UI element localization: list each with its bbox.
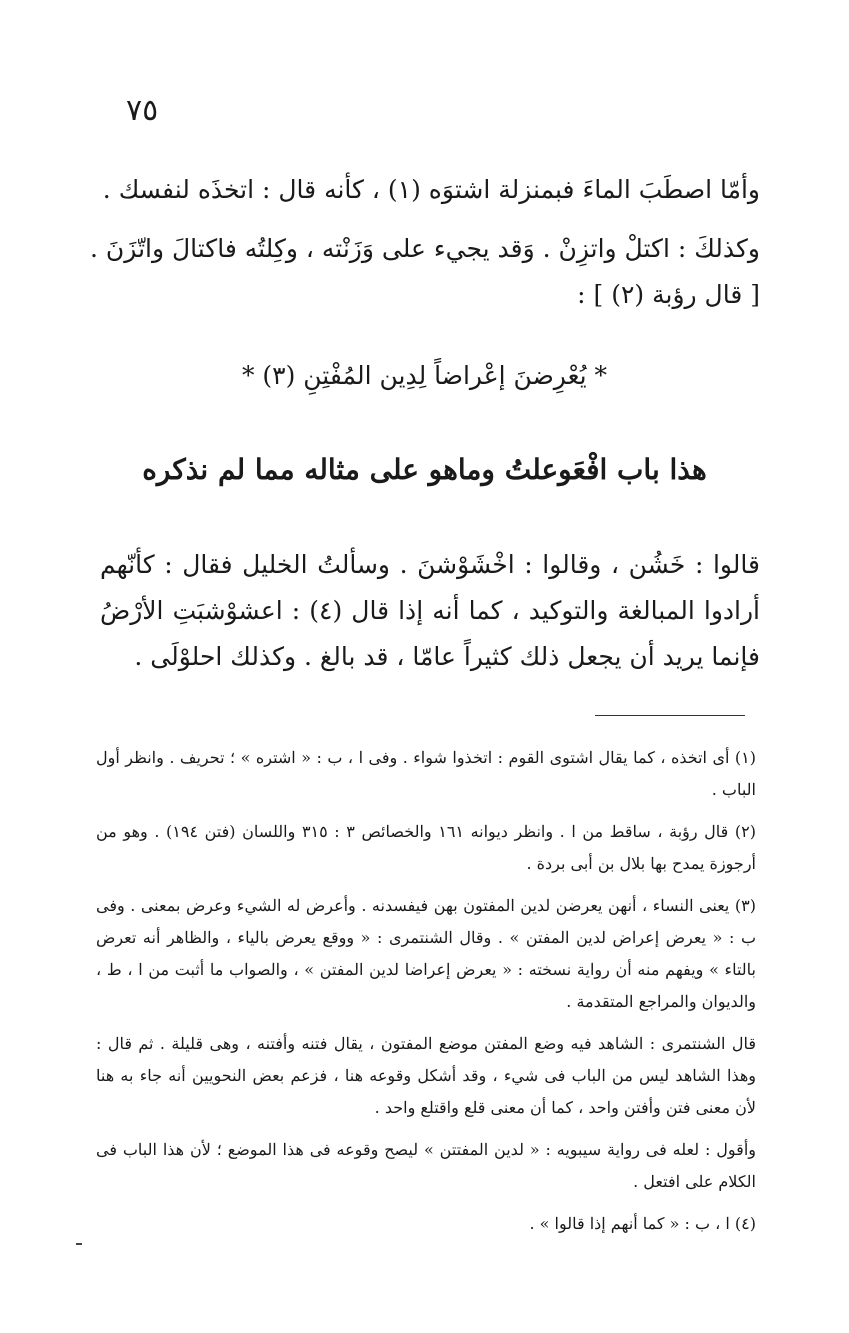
margin-mark: [76, 1243, 82, 1245]
footnote-3: (٣) يعنى النساء ، أنهن يعرضن لدين المفتون بهن فيفسدنه . وأعرض له الشيء وعرض بمعنى . وفى ب : « يعرض إعراض لدين المفتن » . وقال الشنتمرى : « ووقع يعرض بالياء ، والظاهر أنه تعرض بالتاء » ويفهم منه أن رواية نسخته : « يعرض إعراضا لدين المفتن » ، والصواب ما أثبت من ا ، ط ، والديوان والمراجع المتقدمة .: [96, 896, 756, 1011]
footnote-2: (٢) قال رؤبة ، ساقط من ا . وانظر ديوانه ١٦١ والخصائص ٣ : ٣١٥ واللسان (فتن ١٩٤) . وهو من أرجوزة يمدح بها بلال بن أبى بردة .: [96, 822, 756, 873]
text-line-1: وأمّا اصطَبَ الماءَ فبمنزلة اشتوَه (١) ، كأنه قال : اتخذَه لنفسك .: [102, 175, 760, 204]
text-line-2: وكذلكَ : اكتلْ واتزِنْ . وَقد يجيء على وَزَنْته ، وكِلتُه فاكتالَ واتّزَنَ .: [90, 234, 760, 263]
footnote-3-note: وأقول : لعله فى رواية سيبويه : « لدين المفتتن » ليصح وقوعه فى هذا الموضع ؛ لأن هذا الباب فى الكلام على افتعل .: [96, 1140, 756, 1191]
footnote-4: (٤) ا ، ب : « كما أنهم إذا قالوا » .: [529, 1214, 756, 1233]
footnote-1: (١) أى اتخذه ، كما يقال اشتوى القوم : اتخذوا شواء . وفى ا ، ب : « اشتره » ؛ تحريف . وانظر أول الباب .: [96, 748, 756, 799]
footnotes: [96, 742, 756, 1250]
text-line-3: [ قال رؤبة (٢) ] :: [577, 280, 760, 309]
page-number: ٧٥: [126, 93, 159, 128]
section-heading: هذا باب افْعَوعلتُ وماهو على مثاله مما لم نذكره: [142, 453, 707, 486]
footnote-3-commentary: قال الشنتمرى : الشاهد فيه وضع المفتن موضع المفتون ، يقال فتنه وأفتنه ، وهى قليلة . ثم قال : وهذا الشاهد ليس من الباب فى شيء ، وقد أشكل وقوعه هنا ، فزعم بعض النحويين أنه جاء به هنا لأن معنى فتن وأفتن واحد ، كما أن معنى قلع واقتلع واحد .: [96, 1034, 756, 1117]
footnote-divider: [595, 715, 745, 716]
body-paragraph: قالوا : خَشُن ، وقالوا : اخْشَوْشنَ . وسألتُ الخليل فقال : كأنّهم أرادوا المبالغة والتوكيد ، كما أنه إذا قال (٤) : اعشوْشبَتِ الأرْضُ فإنما يريد أن يجعل ذلك كثيراً عامّا ، قد بالغ . وكذلك احلوْلَى .: [100, 550, 760, 671]
verse-quote: * يُعْرِضنَ إعْراضاً لِدِين المُفْتِنِ (٣) *: [241, 361, 608, 390]
